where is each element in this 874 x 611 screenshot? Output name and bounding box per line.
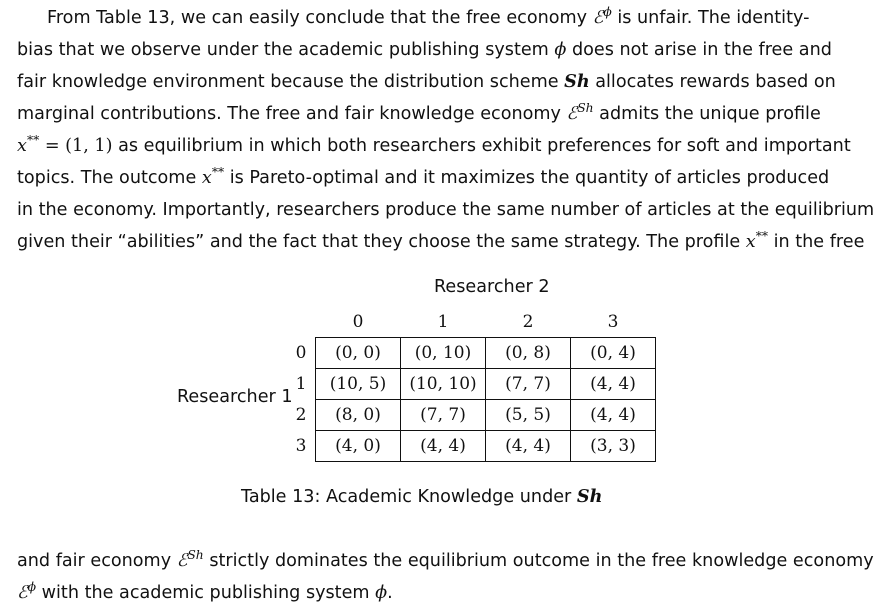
row-label: 2 (287, 400, 316, 431)
row-label: 0 (287, 338, 316, 369)
table-cell: (0, 8) (486, 338, 571, 369)
column-label: 3 (607, 312, 619, 332)
column-label: 1 (437, 312, 449, 332)
table-header-row (287, 307, 656, 338)
column-label: 2 (522, 312, 534, 332)
paragraph-1 (17, 2, 874, 258)
table-cell: (10, 5) (316, 369, 401, 400)
row-player-label: Researcher 1 (177, 387, 293, 407)
text-line: and fair economy ℰ$^{Sh}$ strictly dominates the equilibrium outcome in the free knowledge economy (17, 548, 874, 571)
table-cell: (7, 7) (486, 369, 571, 400)
column-label: 0 (352, 312, 364, 332)
table-cell: (4, 4) (571, 369, 656, 400)
table-cell: (10, 10) (401, 369, 486, 400)
table-cell: (5, 5) (486, 400, 571, 431)
table-cell: (4, 4) (486, 431, 571, 462)
row-label: 3 (287, 431, 316, 462)
paragraph-2 (17, 545, 874, 609)
table-row (287, 400, 656, 431)
column-player-label: Researcher 2 (434, 277, 550, 297)
text-line: fair knowledge environment because the distribution scheme Sh allocates rewards based on (17, 71, 836, 92)
text-line: marginal contributions. The free and fair knowledge economy ℰ$^{Sh}$ admits the unique profile (17, 101, 821, 124)
text-line: given their “abilities” and the fact that they choose the same strategy. The profile x** in the free (17, 229, 865, 252)
text-line: in the economy. Importantly, researchers produce the same number of articles at the equilibrium (17, 200, 874, 220)
table-cell: (0, 0) (316, 338, 401, 369)
table-row (287, 369, 656, 400)
table-cell: (8, 0) (316, 400, 401, 431)
table-cell: (4, 4) (401, 431, 486, 462)
table-cell: (3, 3) (571, 431, 656, 462)
table-caption: Table 13: Academic Knowledge under Sh (241, 486, 603, 507)
table-cell: (4, 4) (571, 400, 656, 431)
table-row (287, 338, 656, 369)
row-label: 1 (287, 369, 316, 400)
table-row (287, 431, 656, 462)
table-figure (0, 275, 824, 475)
table-cell: (0, 4) (571, 338, 656, 369)
payoff-table (287, 307, 656, 462)
table-cell: (0, 10) (401, 338, 486, 369)
text-line: ℰ$^\phi$ with the academic publishing system ϕ. (17, 580, 393, 603)
table-cell: (4, 0) (316, 431, 401, 462)
text-line: bias that we observe under the academic publishing system ϕ does not arise in the free and (17, 40, 832, 60)
text-line: topics. The outcome x** is Pareto-optimal and it maximizes the quantity of articles produced (17, 165, 830, 188)
text-line: From Table 13, we can easily conclude that the free economy ℰ$^\phi$ is unfair. The identity- (47, 5, 810, 28)
text-line: x** = (1, 1) as equilibrium in which both researchers exhibit preferences for soft and important (17, 133, 851, 156)
table-cell: (7, 7) (401, 400, 486, 431)
